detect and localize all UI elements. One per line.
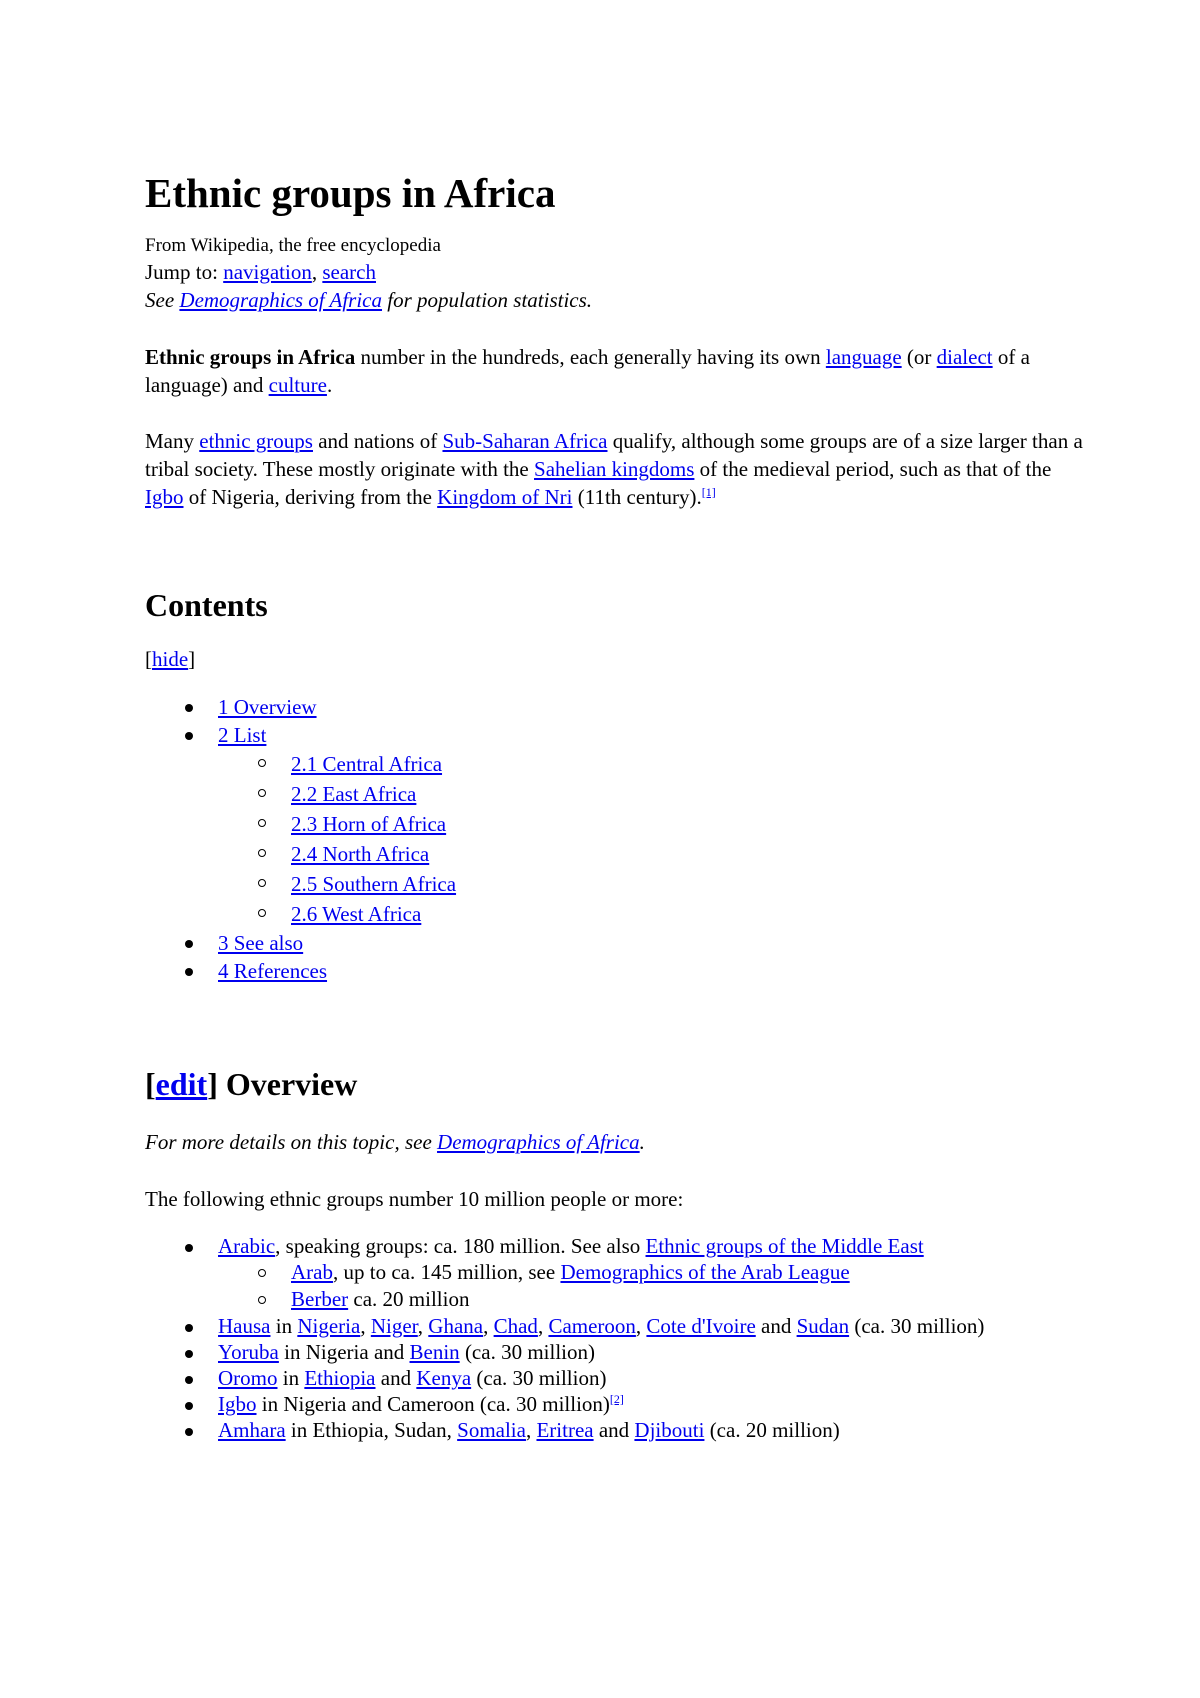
hausa-link[interactable]: Hausa xyxy=(218,1314,271,1338)
berber-link[interactable]: Berber xyxy=(291,1287,349,1311)
toc-item xyxy=(145,721,1085,929)
toc-link-list[interactable]: 2 List xyxy=(218,723,267,747)
more-details-note: For more details on this topic, see Demographics of Africa. xyxy=(145,1130,645,1154)
arab-link[interactable]: Arab xyxy=(291,1260,333,1284)
igbo-link[interactable]: Igbo xyxy=(145,485,184,509)
table-of-contents xyxy=(145,693,1085,985)
chad-link[interactable]: Chad xyxy=(493,1314,538,1338)
language-link[interactable]: language xyxy=(825,345,902,369)
page-title: Ethnic groups in Africa xyxy=(145,170,556,216)
intro-paragraph-1: Ethnic groups in Africa number in the hundreds, each generally having its own language (or dialect of a language) and culture. xyxy=(145,345,1030,397)
toc-subitem xyxy=(218,809,1085,839)
jump-links: Jump to: navigation, search xyxy=(145,260,376,284)
toc-sublist xyxy=(218,749,1085,929)
list-item: Oromo in Ethiopia and Kenya (ca. 30 million) xyxy=(145,1365,1085,1391)
toc-subitem xyxy=(218,869,1085,899)
overview-heading: [edit] Overview xyxy=(145,1066,358,1102)
toc-item xyxy=(145,957,1085,985)
oromo-link[interactable]: Oromo xyxy=(218,1366,278,1390)
toc-link-references[interactable]: 4 References xyxy=(218,959,328,983)
list-item: Igbo in Nigeria and Cameroon (ca. 30 million)[2] xyxy=(145,1391,1085,1417)
edit-section-link[interactable]: edit xyxy=(155,1066,208,1102)
reference-1-link[interactable]: [1] xyxy=(701,485,716,499)
toc-hide-link[interactable]: hide xyxy=(152,647,189,671)
kenya-link[interactable]: Kenya xyxy=(416,1366,472,1390)
toc-link-east-africa[interactable]: 2.2 East Africa xyxy=(291,782,417,806)
arabic-sublist xyxy=(218,1259,1085,1313)
kingdom-of-nri-link[interactable]: Kingdom of Nri xyxy=(437,485,573,509)
benin-link[interactable]: Benin xyxy=(409,1340,460,1364)
sahelian-kingdoms-link[interactable]: Sahelian kingdoms xyxy=(534,457,695,481)
igbo-group-link[interactable]: Igbo xyxy=(218,1392,257,1416)
nigeria-link[interactable]: Nigeria xyxy=(297,1314,361,1338)
cote-divoire-link[interactable]: Cote d'Ivoire xyxy=(646,1314,756,1338)
ghana-link[interactable]: Ghana xyxy=(428,1314,484,1338)
ethiopia-link[interactable]: Ethiopia xyxy=(304,1366,376,1390)
toc-link-see-also[interactable]: 3 See also xyxy=(218,931,304,955)
overview-demographics-link[interactable]: Demographics of Africa xyxy=(437,1130,640,1154)
jump-navigation-link[interactable]: navigation xyxy=(223,260,312,284)
list-subitem: Arab, up to ca. 145 million, see Demographics of the Arab League xyxy=(218,1259,1085,1286)
hatnote-demographics-link[interactable]: Demographics of Africa xyxy=(179,288,383,312)
somalia-link[interactable]: Somalia xyxy=(457,1418,526,1442)
culture-link[interactable]: culture xyxy=(268,373,327,397)
toc-link-west-africa[interactable]: 2.6 West Africa xyxy=(291,902,422,926)
toc-link-north-africa[interactable]: 2.4 North Africa xyxy=(291,842,430,866)
jump-search-link[interactable]: search xyxy=(322,260,376,284)
toc-subitem xyxy=(218,779,1085,809)
toc-subitem xyxy=(218,839,1085,869)
middle-east-groups-link[interactable]: Ethnic groups of the Middle East xyxy=(645,1234,924,1258)
site-subtitle: From Wikipedia, the free encyclopedia xyxy=(145,235,441,256)
toc-item xyxy=(145,929,1085,957)
toc-item xyxy=(145,693,1085,721)
list-item: Yoruba in Nigeria and Benin (ca. 30 million) xyxy=(145,1339,1085,1365)
niger-link[interactable]: Niger xyxy=(370,1314,418,1338)
list-subitem: Berber ca. 20 million xyxy=(218,1286,1085,1313)
list-item: Arabic, speaking groups: ca. 180 million. See also Ethnic groups of the Middle East Arab, up to ca. 145 million, see Demographics of the Arab League Berber ca. 20 million xyxy=(145,1233,1085,1313)
contents-heading: Contents xyxy=(145,587,268,623)
toc-subitem xyxy=(218,899,1085,929)
toc-link-horn-of-africa[interactable]: 2.3 Horn of Africa xyxy=(291,812,447,836)
overview-intro-text: The following ethnic groups number 10 million people or more: xyxy=(145,1187,684,1211)
toc-toggle: [hide] xyxy=(145,647,196,671)
reference-2-link[interactable]: [2] xyxy=(609,1392,624,1406)
eritrea-link[interactable]: Eritrea xyxy=(536,1418,594,1442)
list-item: Hausa in Nigeria, Niger, Ghana, Chad, Cameroon, Cote d'Ivoire and Sudan (ca. 30 million) xyxy=(145,1313,1085,1339)
toc-link-overview[interactable]: 1 Overview xyxy=(218,695,317,719)
toc-link-central-africa[interactable]: 2.1 Central Africa xyxy=(291,752,443,776)
djibouti-link[interactable]: Djibouti xyxy=(634,1418,705,1442)
amhara-link[interactable]: Amhara xyxy=(218,1418,286,1442)
cameroon-link[interactable]: Cameroon xyxy=(548,1314,636,1338)
ethnic-groups-link[interactable]: ethnic groups xyxy=(199,429,313,453)
list-item: Amhara in Ethiopia, Sudan, Somalia, Eritrea and Djibouti (ca. 20 million) xyxy=(145,1417,1085,1443)
toc-subitem xyxy=(218,749,1085,779)
yoruba-link[interactable]: Yoruba xyxy=(218,1340,279,1364)
ethnic-groups-list xyxy=(145,1233,1085,1443)
arabic-link[interactable]: Arabic xyxy=(218,1234,276,1258)
sudan-link[interactable]: Sudan xyxy=(796,1314,850,1338)
intro-paragraph-2: Many ethnic groups and nations of Sub-Saharan Africa qualify, although some groups are of a size larger than a tribal society. These mostly originate with the Sahelian kingdoms of the medieval period, such as that of the Igbo of Nigeria, deriving from the Kingdom of Nri (11th century).[1] xyxy=(145,429,1083,509)
toc-link-southern-africa[interactable]: 2.5 Southern Africa xyxy=(291,872,457,896)
article xyxy=(145,168,1085,1443)
dialect-link[interactable]: dialect xyxy=(936,345,993,369)
sub-saharan-africa-link[interactable]: Sub-Saharan Africa xyxy=(442,429,608,453)
hatnote: See Demographics of Africa for population statistics. xyxy=(145,288,593,312)
arab-league-demographics-link[interactable]: Demographics of the Arab League xyxy=(560,1260,850,1284)
